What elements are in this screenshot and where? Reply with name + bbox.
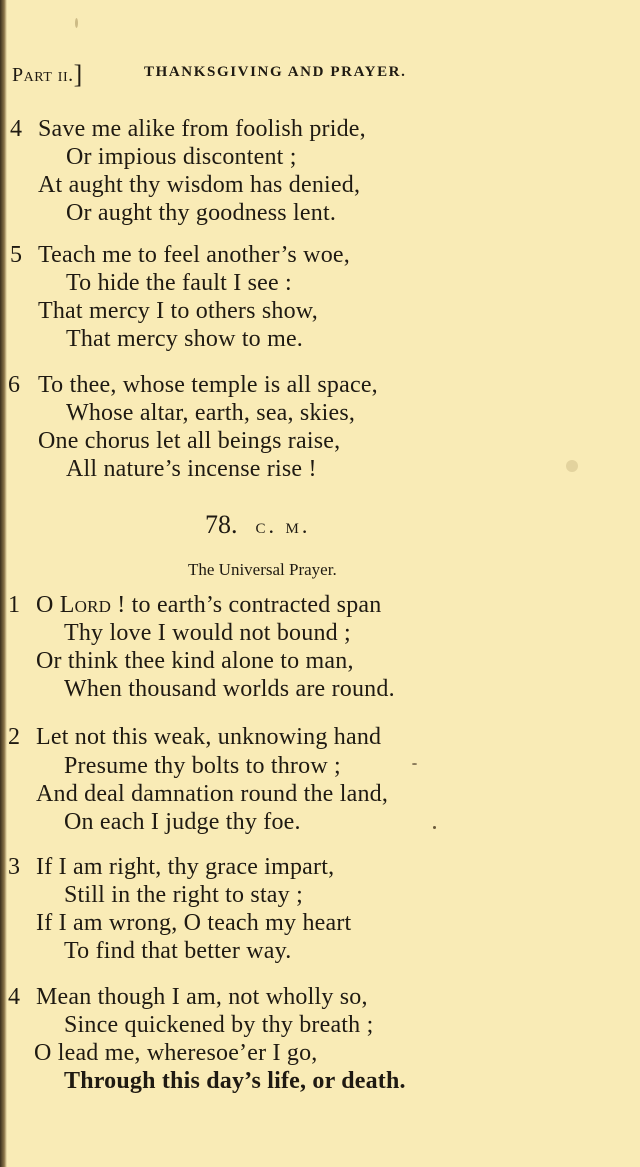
verse-line: If I am wrong, O teach my heart [36,910,352,936]
stanza-number: 4 [8,984,20,1010]
stanza-number: 6 [8,372,20,398]
verse-line: Since quickened by thy breath ; [64,1012,374,1038]
verse-line: O lead me, wheresoe’er I go, [34,1040,318,1066]
verse-line: If I am right, thy grace impart, [36,854,335,880]
verse-line: Mean though I am, not wholly so, [36,984,368,1010]
part-label: Part ii. [12,64,74,86]
verse-line: To hide the fault I see : [66,270,292,296]
verse-line [36,592,381,619]
paper-speck [433,826,436,829]
verse-line: Teach me to feel another’s woe, [38,242,350,268]
hymn-heading [205,510,310,540]
stanza-number: 5 [10,242,22,268]
verse-line: Save me alike from foolish pride, [38,116,366,142]
stanza-number: 3 [8,854,20,880]
stanza-number: 1 [8,592,20,618]
stanza-number: 4 [10,116,22,142]
verse-line: Or aught thy goodness lent. [66,200,337,226]
hymn-number: 78. [205,510,238,539]
lord-word: Lord [59,592,112,618]
verse-line: And deal damnation round the land, [36,781,389,807]
verse-line: That mercy show to me. [66,326,304,352]
running-title: THANKSGIVING AND PRAYER. [144,64,407,80]
verse-line: To thee, whose temple is all space, [38,372,378,398]
hymn-meter: c. m. [255,513,311,538]
verse-line: Or impious discontent ; [66,144,297,170]
paper-speck [75,18,78,28]
verse-line: To find that better way. [64,938,292,964]
verse-line: Through this day’s life, or death. [64,1068,406,1094]
verse-line: Presume thy bolts to throw ; [64,753,341,779]
part-bracket: ] [73,60,83,89]
verse-line: Or think thee kind alone to man, [36,648,354,674]
verse-line: On each I judge thy foe. [64,809,301,835]
verse-line: All nature’s incense rise ! [66,456,317,482]
verse-line: At aught thy wisdom has denied, [38,172,361,198]
running-header [12,60,482,90]
paper-speck [412,763,417,765]
verse-line: Still in the right to stay ; [64,882,303,908]
paper-speck [566,460,578,472]
verse-line: That mercy I to others show, [38,298,318,324]
hymn-title: The Universal Prayer. [188,560,337,579]
stanza-number: 2 [8,724,20,750]
verse-line-post: ! to earth’s contracted span [111,592,382,618]
page-edge [0,0,7,1167]
verse-line: Thy love I would not bound ; [64,620,351,646]
verse-line-pre: O [36,592,60,618]
verse-line: Let not this weak, unknowing hand [36,724,382,750]
verse-line: Whose altar, earth, sea, skies, [66,400,356,426]
verse-line: One chorus let all beings raise, [38,428,341,454]
verse-line: When thousand worlds are round. [64,676,395,702]
